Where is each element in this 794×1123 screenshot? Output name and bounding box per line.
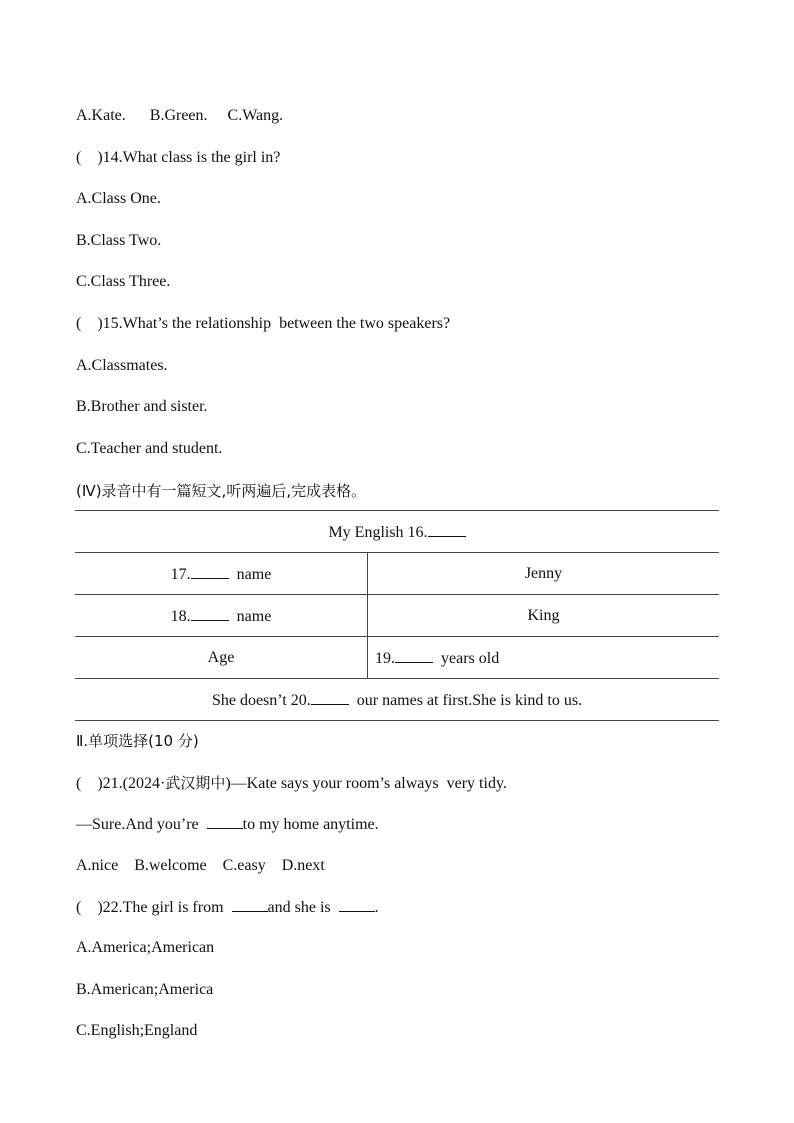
q14-stem xyxy=(76,148,280,168)
q21-reply-prefix: —Sure.And you’re xyxy=(76,816,207,833)
q15-option-b: B.Brother and sister. xyxy=(76,398,208,415)
q21-option-b: B.welcome xyxy=(134,857,207,874)
row1-label-suffix: name xyxy=(228,565,272,583)
answer-bracket[interactable]: ( ) xyxy=(76,315,103,332)
table-title-cell xyxy=(75,511,719,553)
table-cell-label: Age xyxy=(75,637,368,679)
blank-16[interactable] xyxy=(428,522,466,537)
blank-19[interactable] xyxy=(395,648,433,663)
blank-22b[interactable] xyxy=(339,897,375,912)
blank-18-number: 18. xyxy=(170,607,191,625)
q15-stem xyxy=(76,314,450,334)
table-cell-label xyxy=(75,553,368,595)
q22-stem xyxy=(76,897,379,918)
q21-prefix: 21.(2024· xyxy=(102,775,166,792)
q22-option-c: C.English;England xyxy=(76,1022,198,1039)
q21-reply-suffix: to my home anytime. xyxy=(242,816,379,833)
row3-value-suffix: years old xyxy=(433,649,500,667)
table-row xyxy=(75,553,719,595)
blank-19-number: 19. xyxy=(375,649,395,667)
table-cell-value: Jenny xyxy=(368,553,720,595)
q15-option-c: C.Teacher and student. xyxy=(76,440,223,457)
blank-18[interactable] xyxy=(191,606,229,621)
table-cell-value: King xyxy=(368,595,720,637)
q21-option-c: C.easy xyxy=(222,857,266,874)
footer-suffix: our names at first.She is kind to us. xyxy=(348,691,583,709)
q21-option-a: A.nice xyxy=(76,857,119,874)
q21-options xyxy=(76,856,325,876)
blank-17[interactable] xyxy=(191,564,229,579)
q13-option-b: B.Green. xyxy=(149,107,208,124)
table-title-text: My English 16. xyxy=(328,523,428,541)
table-footer-cell xyxy=(75,679,719,721)
blank-17-number: 17. xyxy=(170,565,191,583)
q14-option-a: A.Class One. xyxy=(76,190,161,207)
answer-bracket[interactable]: ( ) xyxy=(76,899,103,916)
table-title-row xyxy=(75,511,719,553)
q22-prefix: 22.The girl is from xyxy=(102,899,232,916)
q21-option-d: D.next xyxy=(281,857,325,874)
q15-option-a: A.Classmates. xyxy=(76,357,168,374)
row2-label-suffix: name xyxy=(228,607,272,625)
answer-bracket[interactable]: ( ) xyxy=(76,149,103,166)
section-2-heading: Ⅱ.单项选择(10 分) xyxy=(76,732,199,750)
q13-option-a: A.Kate. xyxy=(76,107,126,124)
q22-option-b: B.American;America xyxy=(76,981,214,998)
q13-option-c: C.Wang. xyxy=(227,107,284,124)
table-row xyxy=(75,595,719,637)
q14-text: 14.What class is the girl in? xyxy=(102,149,281,166)
blank-20[interactable] xyxy=(311,690,349,705)
q22-middle: and she is xyxy=(267,899,339,916)
blank-22a[interactable] xyxy=(232,897,268,912)
q22-option-a: A.America;American xyxy=(76,939,215,956)
blank-21[interactable] xyxy=(207,814,243,829)
q14-option-c: C.Class Three. xyxy=(76,273,171,290)
footer-prefix: She doesn’t 20. xyxy=(211,691,311,709)
table-row xyxy=(75,637,719,679)
table-cell-value xyxy=(368,637,720,679)
section-4-heading: (Ⅳ)录音中有一篇短文,听两遍后,完成表格。 xyxy=(76,482,367,500)
q21-reply xyxy=(76,814,379,835)
q22-suffix: . xyxy=(374,899,379,916)
q13-options xyxy=(76,106,283,126)
q15-text: 15.What’s the relationship between the two speakers? xyxy=(102,315,451,332)
table-footer-row xyxy=(75,679,719,721)
fill-in-table xyxy=(75,510,719,721)
q21-source: 武汉期中 xyxy=(165,774,226,792)
q21-suffix: )—Kate says your room’s always very tidy. xyxy=(225,775,507,792)
q21-stem xyxy=(76,773,507,794)
q14-option-b: B.Class Two. xyxy=(76,232,162,249)
table-cell-label xyxy=(75,595,368,637)
answer-bracket[interactable]: ( ) xyxy=(76,775,103,792)
